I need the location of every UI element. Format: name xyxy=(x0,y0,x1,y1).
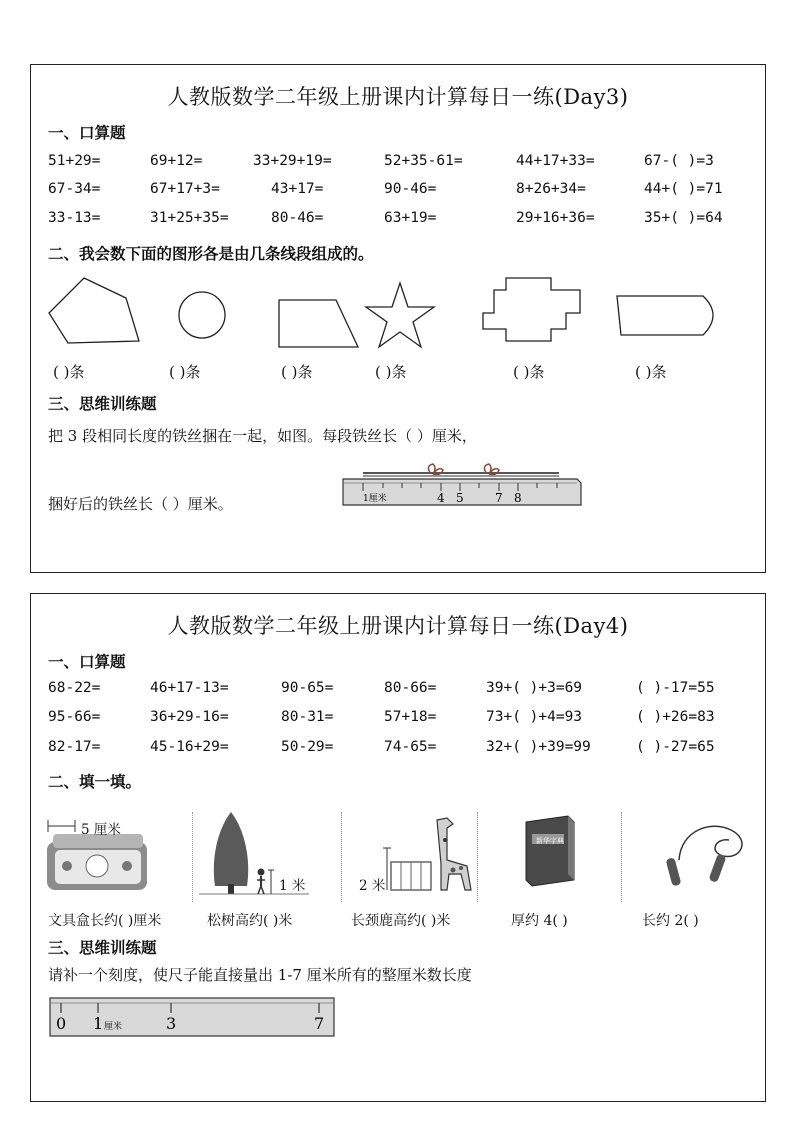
day4-problem: 74-65= xyxy=(384,739,437,755)
day3-problem: 44+17+33= xyxy=(516,153,595,169)
day4-problem: 45-16+29= xyxy=(150,739,229,755)
shape-answer-blank: ( )条 xyxy=(281,363,313,381)
caption-dictionary: 厚约 4( ) xyxy=(511,913,568,929)
day4-problem: 57+18= xyxy=(384,709,437,725)
caption-pencil-box: 文具盒长约( )厘米 xyxy=(48,913,162,929)
day4-problem: 80-31= xyxy=(281,709,334,725)
day3-problem: 67+17+3= xyxy=(150,181,220,197)
jump-rope-illustration xyxy=(651,810,771,900)
fence-height-label: 2 米 xyxy=(359,878,386,894)
ruler-tick-label: 4 xyxy=(437,491,445,505)
day3-problem: 67-34= xyxy=(48,181,101,197)
day4-problem: 46+17-13= xyxy=(150,680,229,696)
trapezoid-shape xyxy=(279,300,358,347)
day3-problem: 63+19= xyxy=(384,210,437,226)
panel-divider xyxy=(341,812,342,902)
ruler-tick-label: 7 xyxy=(495,491,503,505)
dictionary-illustration xyxy=(516,810,606,900)
day4-problem: 50-29= xyxy=(281,739,334,755)
rounded-tab-shape xyxy=(617,296,713,335)
day3-section1-heading: 一、口算题 xyxy=(48,124,126,142)
day3-problem: 29+16+36= xyxy=(516,210,595,226)
ruler-mark-label: 1 xyxy=(93,1014,104,1033)
day4-problem: 68-22= xyxy=(48,680,101,696)
ruler-tick-label: 5 xyxy=(456,491,464,505)
day3-problem: 8+26+34= xyxy=(516,181,586,197)
shape-answer-blank: ( )条 xyxy=(375,363,407,381)
day4-title: 人教版数学二年级上册课内计算每日一练(Day4) xyxy=(167,614,629,638)
ruler-unit-label: 1厘米 xyxy=(363,494,387,504)
day4-problem: 80-66= xyxy=(384,680,437,696)
shape-answer-blank: ( )条 xyxy=(635,363,667,381)
day4-problem: ( )+26=83 xyxy=(636,709,715,725)
panel-divider xyxy=(621,812,622,902)
day3-worksheet xyxy=(30,64,766,573)
day4-problem: 95-66= xyxy=(48,709,101,725)
day3-problem: 67-( )=3 xyxy=(644,153,714,169)
pencil-box-length-label: 5 厘米 xyxy=(81,822,121,838)
day3-problem: 80-46= xyxy=(271,210,324,226)
cross-shape xyxy=(483,278,580,341)
day4-problem: ( )-17=55 xyxy=(636,680,715,696)
day4-worksheet xyxy=(30,593,766,1102)
day3-problem: 44+( )=71 xyxy=(644,181,723,197)
person-height-label: 1 米 xyxy=(279,878,306,894)
circle-shape xyxy=(179,292,225,338)
panel-divider xyxy=(192,812,193,902)
day3-problem: 69+12= xyxy=(150,153,203,169)
day4-problem: 73+( )+4=93 xyxy=(486,709,583,725)
pine-tree-illustration xyxy=(199,810,339,900)
day3-problem: 31+25+35= xyxy=(150,210,229,226)
day3-section3-heading: 三、思维训练题 xyxy=(48,395,157,413)
day4-problem: 90-65= xyxy=(281,680,334,696)
day3-problem: 33-13= xyxy=(48,210,101,226)
ruler-mark-label: 7 xyxy=(314,1014,325,1033)
day3-question-line2: 捆好后的铁丝长（ ）厘米。 xyxy=(48,495,233,513)
shape-answer-blank: ( )条 xyxy=(53,363,85,381)
day4-problem: 39+( )+3=69 xyxy=(486,680,583,696)
day3-problem: 43+17= xyxy=(271,181,324,197)
day3-problem: 90-46= xyxy=(384,181,437,197)
day4-problem: 82-17= xyxy=(48,739,101,755)
shape-answer-blank: ( )条 xyxy=(169,363,201,381)
ruler-tick-label: 8 xyxy=(514,491,522,505)
pentagon-shape xyxy=(49,278,139,343)
ruler-mark-label: 0 xyxy=(56,1014,67,1033)
shape-answer-blank: ( )条 xyxy=(513,363,545,381)
day3-problem: 35+( )=64 xyxy=(644,210,723,226)
day3-shapes xyxy=(31,273,767,363)
ruler-unit-label: 厘米 xyxy=(104,1022,123,1032)
day4-problem: 32+( )+39=99 xyxy=(486,739,591,755)
day4-section2-heading: 二、填一填。 xyxy=(48,773,142,791)
day4-question: 请补一个刻度，使尺子能直接量出 1-7 厘米所有的整厘米数长度 xyxy=(48,966,472,984)
caption-pine-tree: 松树高约( )米 xyxy=(207,913,293,929)
day4-problem: ( )-27=65 xyxy=(636,739,715,755)
caption-giraffe: 长颈鹿高约( )米 xyxy=(351,913,451,929)
day3-problem: 51+29= xyxy=(48,153,101,169)
day3-problem: 52+35-61= xyxy=(384,153,463,169)
ruler-mark-label: 3 xyxy=(166,1014,177,1033)
wire-ruler-illustration xyxy=(337,457,587,509)
ruler-illustration xyxy=(48,994,348,1040)
day4-section3-heading: 三、思维训练题 xyxy=(48,939,157,957)
day3-problem: 33+29+19= xyxy=(253,153,332,169)
caption-jump-rope: 长约 2( ) xyxy=(642,913,699,929)
dictionary-title: 新华字典 xyxy=(536,837,564,845)
day3-section2-heading: 二、我会数下面的图形各是由几条线段组成的。 xyxy=(48,245,374,263)
day4-section1-heading: 一、口算题 xyxy=(48,653,126,671)
day4-problem: 36+29-16= xyxy=(150,709,229,725)
star-shape xyxy=(366,283,434,347)
day3-title: 人教版数学二年级上册课内计算每日一练(Day3) xyxy=(167,85,629,109)
day3-question-line1: 把 3 段相同长度的铁丝捆在一起，如图。每段铁丝长（ ）厘米， xyxy=(48,427,477,445)
